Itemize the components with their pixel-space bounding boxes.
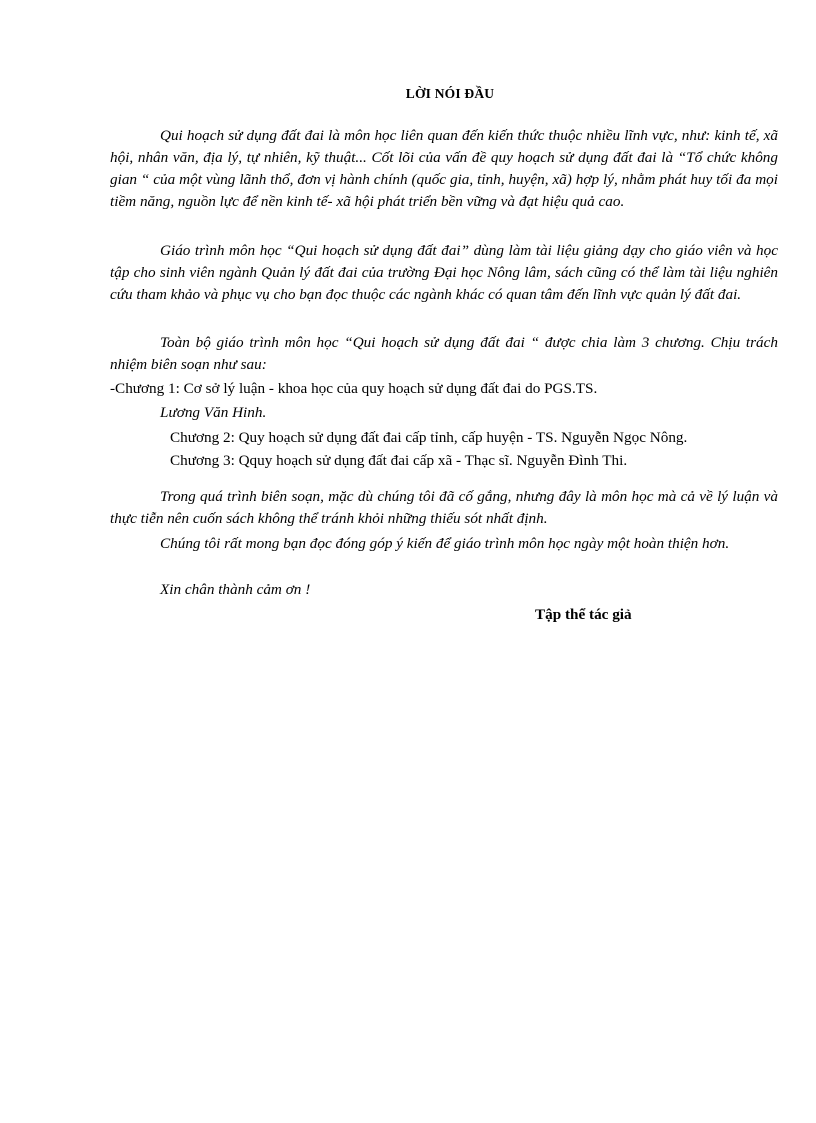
signature: Tập thể tác giả (535, 606, 632, 623)
chapter-1-line: -Chương 1: Cơ sở lý luận - khoa học của quy hoạch sử dụng đất đai do PGS.TS. (110, 380, 598, 397)
page-title: LỜI NÓI ĐẦU (405, 86, 495, 101)
feedback-paragraph: Chúng tôi rất mong bạn đọc đóng góp ý kiến để giáo trình môn học ngày một hoàn thiện hơn. (160, 535, 730, 552)
textbook-purpose-paragraph: Giáo trình môn học “Qui hoạch sử dụng đất đai” dùng làm tài liệu giảng dạy cho giáo viên và học tập cho sinh viên ngành Quản lý đất đai của trường Đại học Nông lâm, sách cũng có thể làm tài liệu nghiên cứu tham khảo và phục vụ cho bạn đọc thuộc các ngành khác có quan tâm đến lĩnh vực quản lý đất đai. (110, 242, 778, 303)
limitations-paragraph: Trong quá trình biên soạn, mặc dù chúng tôi đã cố gắng, nhưng đây là môn học mà cả về lý luận và thực tiễn nên cuốn sách không thể tránh khỏi những thiếu sót nhất định. (110, 488, 778, 527)
chapter-2-line: Chương 2: Quy hoạch sử dụng đất đai cấp tỉnh, cấp huyện - TS. Nguyễn Ngọc Nông. (170, 429, 688, 446)
chapter-1-author: Lương Văn Hinh. (160, 404, 267, 421)
thanks-line: Xin chân thành cảm ơn ! (160, 581, 311, 598)
intro-paragraph: Qui hoạch sử dụng đất đai là môn học liên quan đến kiến thức thuộc nhiều lĩnh vực, như: kinh tế, xã hội, nhân văn, địa lý, tự nhiên, kỹ thuật... Cốt lõi của vấn đề quy hoạch sử dụng đất đai là “Tổ chức không gian “ của một vùng lãnh thổ, đơn vị hành chính (quốc gia, tỉnh, huyện, xã) hợp lý, nhằm phát huy tối đa mọi tiềm năng, nguồn lực để nền kinh tế- xã hội phát triển bền vững và đạt hiệu quả cao. (110, 127, 778, 210)
structure-paragraph: Toàn bộ giáo trình môn học “Qui hoạch sử dụng đất đai “ được chia làm 3 chương. Chịu trách nhiệm biên soạn như sau: (110, 334, 778, 373)
chapter-3-line: Chương 3: Qquy hoạch sử dụng đất đai cấp xã - Thạc sĩ. Nguyễn Đình Thi. (170, 452, 628, 469)
